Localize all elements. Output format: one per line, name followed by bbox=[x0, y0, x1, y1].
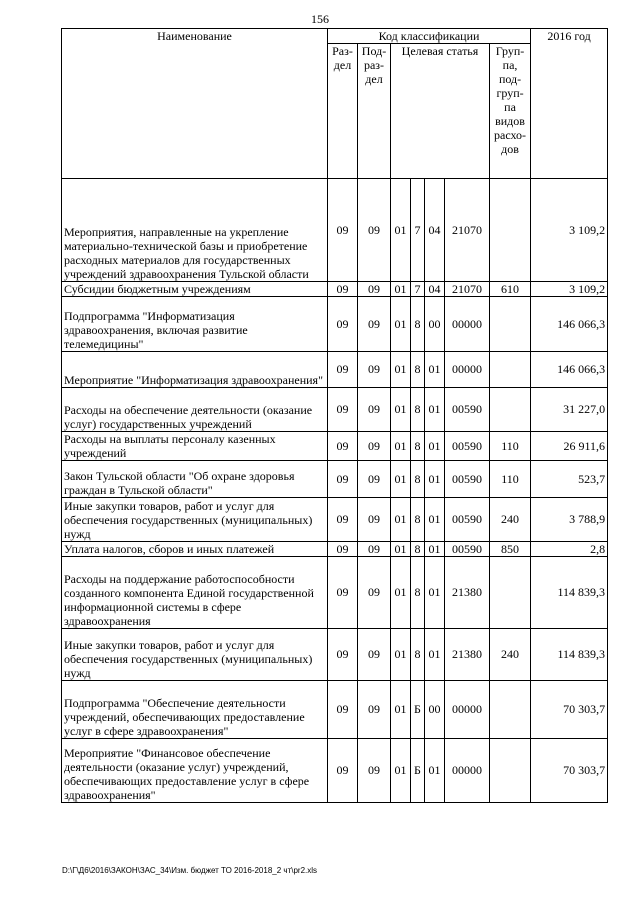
row-name: Мероприятие "Информатизация здравоохранения" bbox=[62, 351, 328, 387]
row-expense-type: 110 bbox=[490, 460, 531, 497]
row-target-subprogram: 8 bbox=[411, 431, 425, 460]
row-name: Подпрограмма "Информатизация здравоохранения, включая развитие телемедицины" bbox=[62, 296, 328, 351]
row-target-measure: 04 bbox=[425, 178, 445, 281]
row-amount: 31 227,0 bbox=[531, 387, 608, 431]
row-target-direction: 21070 bbox=[445, 178, 490, 281]
row-razdel: 09 bbox=[328, 351, 358, 387]
row-podrazdel: 09 bbox=[358, 351, 391, 387]
row-amount: 70 303,7 bbox=[531, 738, 608, 802]
page-number: 156 bbox=[311, 12, 329, 26]
row-amount: 146 066,3 bbox=[531, 351, 608, 387]
row-expense-type bbox=[490, 178, 531, 281]
row-name: Расходы на выплаты персоналу казенных учреждений bbox=[62, 431, 328, 460]
row-razdel: 09 bbox=[328, 281, 358, 296]
table-row bbox=[62, 556, 608, 628]
row-podrazdel: 09 bbox=[358, 460, 391, 497]
row-name: Иные закупки товаров, работ и услуг для обеспечения государственных (муниципальных) нужд bbox=[62, 628, 328, 680]
row-target-measure: 01 bbox=[425, 738, 445, 802]
row-expense-type bbox=[490, 680, 531, 738]
row-target-subprogram: 8 bbox=[411, 628, 425, 680]
header-expense-group: Груп- па, под- груп- па видов расхо- дов bbox=[490, 44, 531, 179]
row-target-measure: 04 bbox=[425, 281, 445, 296]
row-podrazdel: 09 bbox=[358, 178, 391, 281]
row-target-program: 01 bbox=[391, 497, 411, 541]
row-podrazdel: 09 bbox=[358, 738, 391, 802]
row-target-program: 01 bbox=[391, 460, 411, 497]
table-row bbox=[62, 497, 608, 541]
row-target-direction: 00000 bbox=[445, 738, 490, 802]
row-amount: 3 109,2 bbox=[531, 178, 608, 281]
row-expense-type: 610 bbox=[490, 281, 531, 296]
table-row bbox=[62, 431, 608, 460]
row-target-subprogram: 8 bbox=[411, 497, 425, 541]
row-expense-type bbox=[490, 556, 531, 628]
row-target-subprogram: 8 bbox=[411, 351, 425, 387]
header-subsection: Под- раз- дел bbox=[358, 44, 391, 179]
row-target-direction: 00000 bbox=[445, 351, 490, 387]
row-amount: 3 109,2 bbox=[531, 281, 608, 296]
row-target-direction: 00590 bbox=[445, 460, 490, 497]
row-expense-type bbox=[490, 738, 531, 802]
row-target-subprogram: 8 bbox=[411, 541, 425, 556]
row-razdel: 09 bbox=[328, 680, 358, 738]
row-name: Подпрограмма "Обеспечение деятельности учреждений, обеспечивающих предоставление услуг в сфере здравоохранения" bbox=[62, 680, 328, 738]
row-target-program: 01 bbox=[391, 387, 411, 431]
row-expense-type: 240 bbox=[490, 628, 531, 680]
table-row bbox=[62, 738, 608, 802]
row-amount: 70 303,7 bbox=[531, 680, 608, 738]
row-target-subprogram: Б bbox=[411, 738, 425, 802]
row-name: Расходы на обеспечение деятельности (оказание услуг) государственных учреждений bbox=[62, 387, 328, 431]
row-target-direction: 21380 bbox=[445, 628, 490, 680]
table-row bbox=[62, 281, 608, 296]
table-row bbox=[62, 178, 608, 281]
row-razdel: 09 bbox=[328, 296, 358, 351]
row-target-subprogram: 7 bbox=[411, 281, 425, 296]
row-target-program: 01 bbox=[391, 680, 411, 738]
row-target-program: 01 bbox=[391, 556, 411, 628]
row-target-subprogram: 8 bbox=[411, 296, 425, 351]
row-target-measure: 01 bbox=[425, 541, 445, 556]
row-podrazdel: 09 bbox=[358, 497, 391, 541]
row-razdel: 09 bbox=[328, 497, 358, 541]
row-razdel: 09 bbox=[328, 556, 358, 628]
row-podrazdel: 09 bbox=[358, 541, 391, 556]
table-row bbox=[62, 541, 608, 556]
row-target-program: 01 bbox=[391, 281, 411, 296]
row-expense-type bbox=[490, 296, 531, 351]
row-target-direction: 21380 bbox=[445, 556, 490, 628]
file-path-footer: D:\Г\Д6\2016\ЗАКОН\ЗАС_34\Изм. бюджет ТО 2016-2018_2 чт\рr2.xls bbox=[62, 866, 318, 875]
row-razdel: 09 bbox=[328, 431, 358, 460]
row-target-direction: 00590 bbox=[445, 497, 490, 541]
row-expense-type bbox=[490, 387, 531, 431]
row-target-program: 01 bbox=[391, 178, 411, 281]
row-target-program: 01 bbox=[391, 738, 411, 802]
row-amount: 114 839,3 bbox=[531, 628, 608, 680]
row-razdel: 09 bbox=[328, 387, 358, 431]
header-classification-code: Код классификации bbox=[328, 29, 531, 44]
row-target-subprogram: 7 bbox=[411, 178, 425, 281]
budget-table bbox=[61, 28, 608, 803]
row-target-measure: 01 bbox=[425, 460, 445, 497]
row-target-measure: 00 bbox=[425, 680, 445, 738]
row-name: Мероприятие "Финансовое обеспечение деятельности (оказание услуг) учреждений, обеспечивающих предоставление услуг в сфере здравоохранения" bbox=[62, 738, 328, 802]
table-row bbox=[62, 387, 608, 431]
row-amount: 146 066,3 bbox=[531, 296, 608, 351]
row-target-measure: 01 bbox=[425, 556, 445, 628]
row-target-program: 01 bbox=[391, 431, 411, 460]
row-name: Расходы на поддержание работоспособности созданного компонента Единой государственной информационной системы в сфере здравоохранения bbox=[62, 556, 328, 628]
row-target-direction: 00590 bbox=[445, 387, 490, 431]
row-podrazdel: 09 bbox=[358, 556, 391, 628]
row-razdel: 09 bbox=[328, 738, 358, 802]
row-target-program: 01 bbox=[391, 541, 411, 556]
row-podrazdel: 09 bbox=[358, 281, 391, 296]
row-target-measure: 01 bbox=[425, 497, 445, 541]
row-amount: 3 788,9 bbox=[531, 497, 608, 541]
row-razdel: 09 bbox=[328, 541, 358, 556]
row-amount: 523,7 bbox=[531, 460, 608, 497]
row-target-program: 01 bbox=[391, 628, 411, 680]
row-target-program: 01 bbox=[391, 351, 411, 387]
row-expense-type: 110 bbox=[490, 431, 531, 460]
row-target-program: 01 bbox=[391, 296, 411, 351]
row-podrazdel: 09 bbox=[358, 431, 391, 460]
row-amount: 2,8 bbox=[531, 541, 608, 556]
row-amount: 26 911,6 bbox=[531, 431, 608, 460]
row-target-subprogram: 8 bbox=[411, 556, 425, 628]
row-target-direction: 00590 bbox=[445, 431, 490, 460]
row-podrazdel: 09 bbox=[358, 387, 391, 431]
row-name: Субсидии бюджетным учреждениям bbox=[62, 281, 328, 296]
row-target-measure: 01 bbox=[425, 387, 445, 431]
row-podrazdel: 09 bbox=[358, 296, 391, 351]
row-target-direction: 00590 bbox=[445, 541, 490, 556]
row-expense-type: 240 bbox=[490, 497, 531, 541]
table-row bbox=[62, 296, 608, 351]
row-target-subprogram: 8 bbox=[411, 387, 425, 431]
row-target-measure: 01 bbox=[425, 628, 445, 680]
row-target-measure: 01 bbox=[425, 431, 445, 460]
table-row bbox=[62, 460, 608, 497]
row-target-direction: 00000 bbox=[445, 680, 490, 738]
header-row-top bbox=[62, 29, 608, 44]
header-section: Раз- дел bbox=[328, 44, 358, 179]
row-razdel: 09 bbox=[328, 460, 358, 497]
header-target-article: Целевая статья bbox=[391, 44, 490, 59]
row-name: Уплата налогов, сборов и иных платежей bbox=[62, 541, 328, 556]
row-target-measure: 01 bbox=[425, 351, 445, 387]
row-amount: 114 839,3 bbox=[531, 556, 608, 628]
row-name: Закон Тульской области "Об охране здоровья граждан в Тульской области" bbox=[62, 460, 328, 497]
row-target-subprogram: Б bbox=[411, 680, 425, 738]
row-name: Иные закупки товаров, работ и услуг для обеспечения государственных (муниципальных) нужд bbox=[62, 497, 328, 541]
row-name: Мероприятия, направленные на укрепление материально-технической базы и приобретение расходных материалов для государственных учреждений здравоохранения Тульской области bbox=[62, 178, 328, 281]
table-row bbox=[62, 351, 608, 387]
header-year: 2016 год bbox=[531, 29, 608, 179]
row-expense-type bbox=[490, 351, 531, 387]
row-target-subprogram: 8 bbox=[411, 460, 425, 497]
table-row bbox=[62, 628, 608, 680]
row-podrazdel: 09 bbox=[358, 680, 391, 738]
header-name: Наименование bbox=[62, 29, 328, 179]
row-razdel: 09 bbox=[328, 178, 358, 281]
row-target-direction: 00000 bbox=[445, 296, 490, 351]
row-expense-type: 850 bbox=[490, 541, 531, 556]
row-target-measure: 00 bbox=[425, 296, 445, 351]
row-razdel: 09 bbox=[328, 628, 358, 680]
row-podrazdel: 09 bbox=[358, 628, 391, 680]
table-row bbox=[62, 680, 608, 738]
row-target-direction: 21070 bbox=[445, 281, 490, 296]
header-target-article-spacer bbox=[391, 58, 490, 178]
